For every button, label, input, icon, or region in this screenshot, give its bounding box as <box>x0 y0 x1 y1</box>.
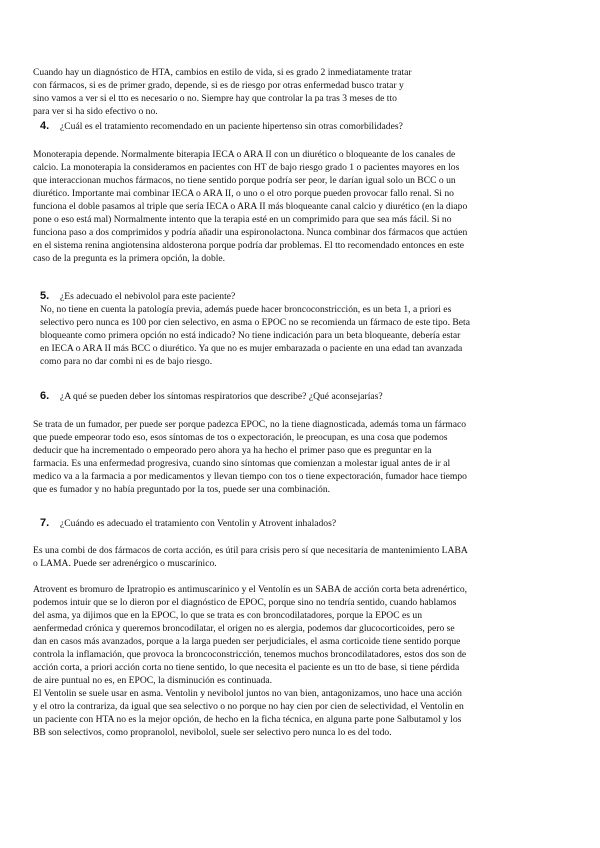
answer-7-line: aenfermedad crónica y queremos broncodilatar, el origen no es alergia, podemos dar glucocorticoides, pero se <box>33 623 455 634</box>
question-text: ¿Es adecuado el nebivolol para este paciente? <box>60 291 236 302</box>
question-4 <box>40 120 403 132</box>
question-text: ¿A qué se pueden deber los síntomas respiratorios que describe? ¿Qué aconsejarías? <box>60 391 383 402</box>
question-7 <box>40 517 336 529</box>
question-text: ¿Cuándo es adecuado el tratamiento con Ventolin y Atrovent inhalados? <box>60 518 337 529</box>
answer-7-line: de aire puntual no es, en EPOC, la disminución es continuada. <box>33 675 272 686</box>
question-5 <box>40 290 235 302</box>
question-number: 5. <box>40 290 50 302</box>
answer-7-line: Atrovent es bromuro de Ipratropio es antimuscarínico y el Ventolín es un SABA de acción corta beta adrenértico, <box>33 584 468 595</box>
intro-line: sino vamos a ver si el tto es necesario o no. Siempre hay que controlar la pa tras 3 meses de tto <box>33 93 397 104</box>
answer-7-line: un paciente con HTA no es la mejor opción, de hecho en la ficha técnica, en alguna parte pone Salbutamol y los <box>33 714 462 725</box>
answer-5-line: bloqueante como primera opción no está indicado? No tiene indicación para un beta bloqueante, debería estar <box>40 330 461 341</box>
answer-7-line: Es una combi de dos fármacos de corta acción, es útil para crisis pero sí que necesitaría de mantenimiento LABA <box>33 545 468 556</box>
answer-7-line: y el otro la contrariza, da igual que sea selectivo o no porque no hay cien por cien de selectividad, el Ventolin en <box>33 701 464 712</box>
answer-6-line: Se trata de un fumador, per puede ser porque padezca EPOC, no la tiene diagnosticada, además toma un fármaco <box>33 419 467 430</box>
answer-4-line: funciona paso a dos comprimidos y podría añadir una espironolactona. Nunca combinar dos fármacos que actúen <box>33 227 468 238</box>
answer-4-line: caso de la pregunta es la primera opción, la doble. <box>33 253 226 264</box>
answer-4-line: en el sistema renina angiotensina aldosterona porque podría dar problemas. El tto recomendado entonces en este <box>33 240 465 251</box>
answer-5-line: como para no dar combi ni es de bajo riesgo. <box>40 356 213 367</box>
answer-6-line: medico va a la farmacia a por medicamentos y llevan tiempo con tos o tiene expectoración, fumador hace tiempo <box>33 471 467 482</box>
answer-4-line: diurético. Importante mai combinar IECA o ARA II, o uno o el otro porque pueden provocar fallo renal. Si no <box>33 188 454 199</box>
intro-line: Cuando hay un diagnóstico de HTA, cambios en estilo de vida, si es grado 2 inmediatamente tratar <box>33 67 412 78</box>
answer-4-line: calcio. La monoterapia la consideramos en pacientes con HT de bajo riesgo grado 1 o pacientes mayores en los <box>33 162 460 173</box>
answer-7-line: dan en casos más avanzados, porque a la larga pueden ser perjudiciales, el asma corticoide tiene sentido porque <box>33 636 461 647</box>
answer-5-line: selectivo pero nunca es 100 por cien selectivo, en asma o EPOC no se recomienda un fármaco de este tipo. Beta <box>40 317 470 328</box>
answer-4-line: que interaccionan muchos fármacos, no tiene sentido porque podría ser peor, le darían igual solo un BCC o un <box>33 175 456 186</box>
question-number: 4. <box>40 120 50 132</box>
answer-7-line: acción corta, a priori acción corta no tiene sentido, lo que necesita el paciente es un tto de base, si tiene pérdida <box>33 662 460 673</box>
question-number: 7. <box>40 517 50 529</box>
answer-6-line: que es fumador y no había preguntado por la tos, puede ser una combinación. <box>33 484 331 495</box>
answer-6-line: que puede empeorar todo eso, esos síntomas de tos o expectoración, le preocupan, es una cosa que podemos <box>33 432 448 443</box>
answer-7-line: BB son selectivos, como propranolol, nevibolol, suele ser selectivo pero nunca lo es del todo. <box>33 727 392 738</box>
answer-4-line: pone o eso está mal) Normalmente intento que la terapia esté en un comprimido para que sea más fácil. Si no <box>33 214 452 225</box>
question-text: ¿Cuál es el tratamiento recomendado en un paciente hipertenso sin otras comorbilidades? <box>60 121 403 132</box>
answer-7-line: podemos intuir que se lo dieron por el diagnóstico de EPOC, porque sino no tendría sentido, cuando hablamos <box>33 597 457 608</box>
answer-5-line: en IECA o ARA II más BCC o diurético. Ya que no es mujer embarazada o paciente en una edad tan avanzada <box>40 343 463 354</box>
answer-7-line: El Ventolin se suele usar en asma. Ventolin y nevibolol juntos no van bien, antagonizamos, uno hace una acción <box>33 688 462 699</box>
answer-7-line: controla la inflamación, que provoca la broncoconstricción, tenemos muchos broncodilatadores, estos dos son de <box>33 649 467 660</box>
intro-line: para ver si ha sido efectivo o no. <box>33 106 158 117</box>
question-6 <box>40 390 383 402</box>
answer-6-line: deducir que ha incrementado o empeorado pero ahora ya ha hecho el primer paso que es preguntar en la <box>33 445 432 456</box>
answer-4-line: Monoterapia depende. Normalmente biterapia IECA o ARA II con un diurético o bloqueante de los canales de <box>33 149 456 160</box>
intro-line: con fármacos, si es de primer grado, depende, si es de riesgo por otras enfermedad busco tratar y <box>33 80 404 91</box>
answer-5-line: No, no tiene en cuenta la patología previa, además puede hacer broncoconstricción, es un beta 1, a priori es <box>40 304 452 315</box>
answer-7-line: del asma, ya dijimos que en la EPOC, lo que se trata es con broncodilatadores, porque la EPOC es un <box>33 610 422 621</box>
answer-6-line: farmacia. Es una enfermedad progresiva, cuando sino síntomas que comienzan a molestar igual antes de ir al <box>33 458 451 469</box>
answer-7-line: o LAMA. Puede ser adrenérgico o muscarínico. <box>33 558 217 569</box>
answer-4-line: funciona el doble pasamos al triple que sería IECA o ARA II más bloqueante canal calcio y diurético (en la diapo <box>33 201 468 212</box>
question-number: 6. <box>40 390 50 402</box>
